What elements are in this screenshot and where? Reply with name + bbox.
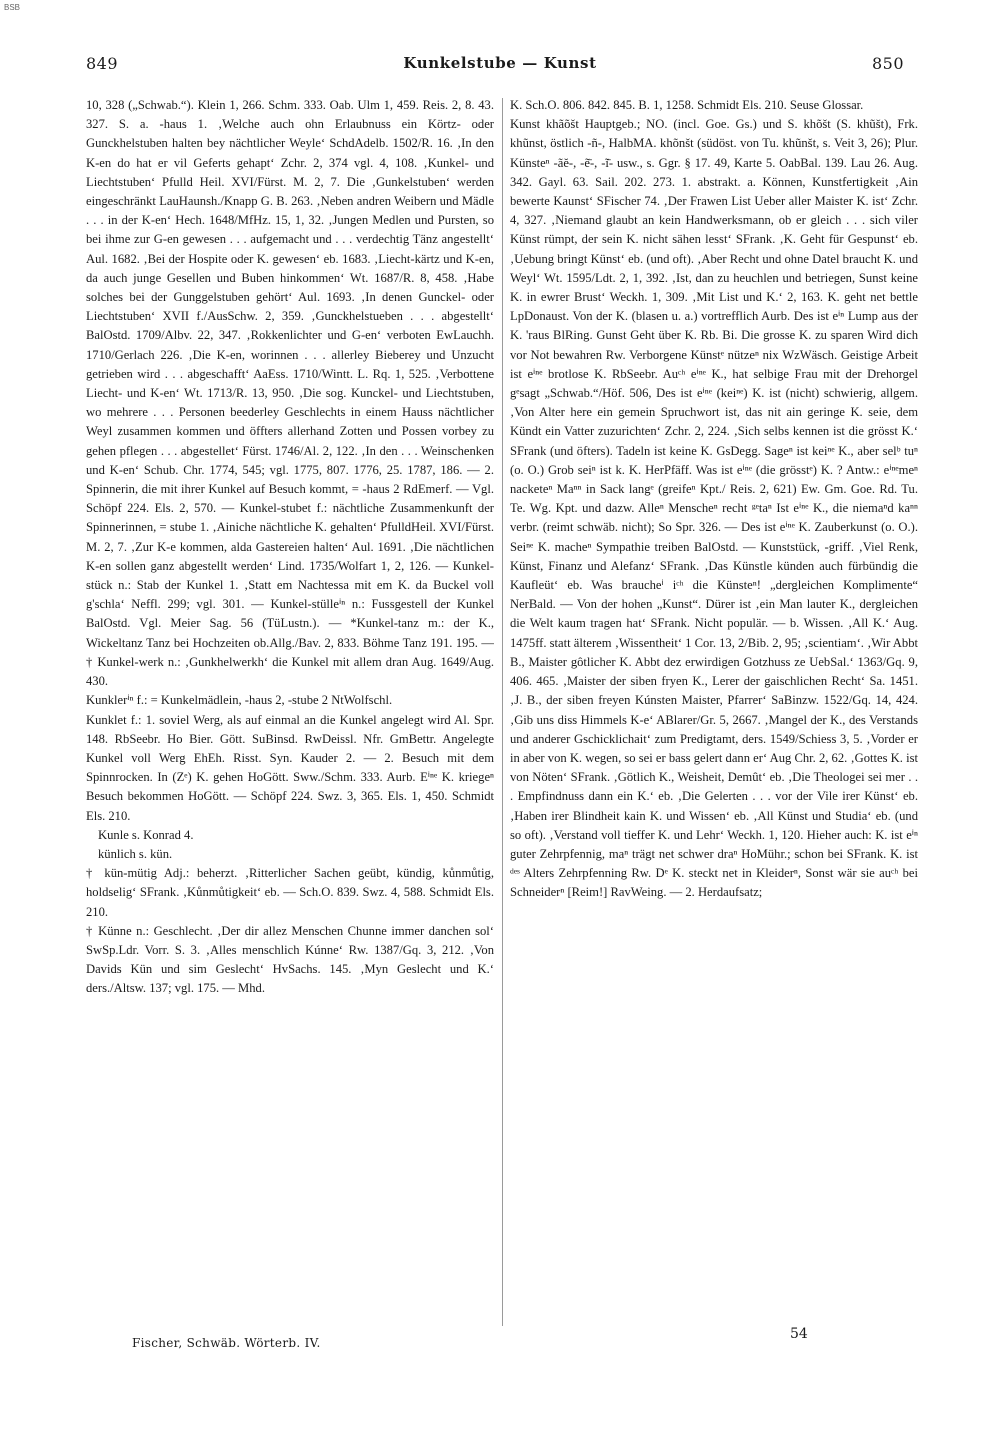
entry-kunne: † Künne n.: Geschlecht. ‚Der dir allez Menschen Chunne immer danchen sol‘ SwSp.Ldr. Vorr. S. 3. ‚Alles menschlich Kúnne‘ Rw. 1387/Gq. 3, 212. ‚Von Davids Kün und sim Geslecht‘ HvSachs. 145. ‚Myn Geslecht und K.‘ ders./Altsw. 137; vgl. 175. — Mhd. <box>86 923 494 996</box>
entry-kunklerin: Kunklerⁱⁿ f.: = Kunkelmädlein, -haus 2, -stube 2 NtWolfschl. <box>86 693 393 708</box>
page-number-right: 850 <box>872 54 905 73</box>
right-column <box>510 96 918 1326</box>
running-head: Kunkelstube — Kunst <box>403 54 597 72</box>
entry-kunkelstube-continued: 10, 328 („Schwab.“). Klein 1, 266. Schm. 333. Oab. Ulm 1, 459. Reis. 2, 8. 43. 327. S. a. -haus 1. ‚Welche auch ohn Erlaubnuss ein Körtz- oder Gunckhelstuben halten bey nächtlicher Weyle‘ SchdAdelb. 1502/R. 16. ‚In den K-en do hat er vil Geferts gehapt‘ Zchr. 2, 374 vgl. 4, 108. ‚Kunkel- und Liechtstuben‘ Pfulld Heil. XVI/Fürst. M. 2, 7. Die ‚Gunkelstuben‘ werden eingeschränkt LauHaunsh./Knapp G. B. 263. ‚Neben andren Weibern und Mädle . . . in der K-en‘ Hech. 1648/MfHz. 15, 1, 32. ‚Jungen Medlen und Pursten, so bei ihme zur G-en gewesen . . . aufgemacht und . . . verdechtig Tänz angestellt‘ Aul. 1682. ‚Bei der Hospite oder K. gewesen‘ eb. 1683. ‚Liecht-kärtz und K-en, da auch junge Gesellen und Buben hinkommen‘ Wt. 1687/R. 8, 458. ‚Habe solches bei der Gunggelstuben gehört‘ Aul. 1693. ‚In denen Gunckel- oder Liechtstuben‘ XVII f./AusSchw. 2, 359. ‚Gunckhelstueben . . . abgestellt‘ BalOstd. 1709/Albv. 22, 347. ‚Rokkenlichter und G-en‘ verboten EwLauchh. 1710/Gerlach 226. ‚Die K-en, worinnen . . . allerley Bieberey und Unzucht getrieben wird . . . abgeschafft‘ AaEss. 1710/Wintt. L. Rq. 1, 525. ‚Verbottene Liecht- und K-en‘ Wt. 1713/R. 13, 950. ‚Die sog. Kunckel- und Liechtstuben, wo mehrere . . . Personen beederley Geschlechts in einem Hauss nächtlicher Weyl zusammen kommen und öffters allerhand Zotten und Possen vorbey zu gehen pflegen . . . abgestellet‘ Fürst. 1746/Al. 2, 122. ‚In den . . . Weinschenken und K-en‘ Schub. Chr. 1774, 545; vgl. 1775, 807. 1776, 25. 1787, 186. — 2. Spinnerin, die mit ihrer Kunkel auf Besuch kommt, = -haus 2 RdEmerf. — Vgl. Schöpf 224. Els. 2, 570. — Kunkel-stubet f.: nächtliche Zusammenkunft der Spinnerinnen, = stube 1. ‚Ainiche nächtliche K. gehalten‘ PfulldHeil. XVI/Fürst. M. 2, 7. ‚Zur K-e kommen, alda Gastereien halten‘ Aul. 1691. ‚Die nächtlichen K-en sollen ganz abgestellt werden‘ Lind. 1735/Wolfart 1, 2, 126. — Kunkel-stück n.: Stab der Kunkel 1. ‚Statt em Nachtessa mit em K. da Buckel voll g'schla‘ Neffl. 299; vgl. 301. — Kunkel-stülleⁱⁿ n.: Fussgestell der Kunkel BalOstd. Vgl. Meier Sag. 56 (TüLustn.). — *Kunkel-tanz m.: der K., Wickeltanz Tanz bei Hochzeiten ob.Allg./Bav. 2, 833. Böhme Tanz 191. 195. — † Kunkel-werk n.: ‚Gunkhelwerkh‘ die Kunkel mit allem dran Aug. 1649/Aug. 430. <box>86 98 494 689</box>
page-number-left: 849 <box>86 54 119 73</box>
entry-kunst: Kunst khãõšt Hauptgeb.; NO. (incl. Goe. Gs.) und S. khõšt (S. khũšt), Frk. khũnst, östlich -ñ-, HalbMA. khõnšt (südöst. von Tu. khũnšt, s. Veit 3, 26); Plur. Künsteⁿ -ãĕ-, -ẽ̄-, -ĩ̄- usw., s. Ggr. § 17. 49, Karte 5. OabBal. 139. Lau 26. Aug. 342. Gayl. 63. Sail. 202. 273. 1. abstrakt. a. Können, Kunstfertigkeit ‚Ain bewerte Kaunst‘ SFischer 74. ‚Der Frawen List Ueber aller Maister K. ist‘ Zchr. 4, 327. ‚Niemand glaubt an kein Handwerksmann, ob er gleich . . . sich viler Künst rümpt, der sein K. nicht sähen lesst‘ SFrank. ‚K. Geht für Gespunst‘ eb. ‚Uebung bringt Künst‘ eb. (und oft). ‚Aber Recht und ohne Datel braucht K. und Weyl‘ Wt. 1595/Ldt. 2, 1, 392. ‚Ist, dan zu heuchlen und betriegen, Sunst keine K. in ewrer Brust‘ Weckh. 1, 309. ‚Mit List und K.‘ 2, 163. K. geht net bettle LpDonaust. Von der K. (blasen u. a.) vortrefflich Aurb. Des ist eⁱⁿ Lump aus der K. 'raus BlRing. Gunst Geht über K. Rb. Bi. Die grosse K. zu sparen Wird dich vor Not bewahren Rw. Verborgene Künstᵉ nützeⁿ nix WzWäsch. Geistige Arbeit ist eⁱⁿᵉ brotlose K. RbSeebr. Auᶜʰ eⁱⁿᵉ K., hat selbige Frau mit der Drehorgel gᵉsagt „Schwab.“/Höf. 506, Des ist eⁱⁿᵉ (keiⁿᵉ) K. ist (nicht) schwierig, allgem. ‚Von Alter here ein gemein Spruchwort ist, das nit ain geringe K. seie, dem Kündt ein Vatter zuzurichten‘ Zchr. 2, 224. ‚Sich selbs kennen ist die grösst K.‘ SFrank (und öfters). Tadeln ist keine K. GsDegg. Sageⁿ ist keiⁿᵉ K., aber selᵇ tuⁿ (o. O.) Grob seiⁿ ist k. K. HerPfäff. Was ist eⁱⁿᵉ (die grösstᵉ) K. ? Antw.: eⁱⁿᵉmeⁿ nacketeⁿ Maⁿⁿ in Sack langᵉ (greifeⁿ Kpt./ Reis. 2, 621) Ew. Gm. Goe. Rd. Tu. Te. Wg. Kpt. und dazw. Alleⁿ Menscheⁿ recht ᵍᵉtaⁿ Ist eⁱⁿᵉ K., die niemaⁿd kaⁿⁿ verbr. (reimt schwäb. nicht); So Spr. 326. — Des ist eⁱⁿᵉ K. Zauberkunst (o. O.). Seiⁿᵉ K. macheⁿ Sympathie treiben BalOstd. — Kunststück, -griff. ‚Viel Renk, Künst, Finanz und Alefanz‘ SFrank. ‚Das Künstle künden auch fürbündig die Kaufleüt‘ eb. Was braucheⁱ iᶜʰ die Künsteⁿ! „dergleichen Komplimente“ NerBald. — Von der hohen „Kunst“. Dürer ist ‚ein Man lauter K., dergleichen die Welt kaum tragen hat‘ SFrank. Nicht populär. — b. Wissen. ‚All K.‘ Aug. 1475ff. statt älterem ‚Wissentheit‘ 1 Cor. 13, 2/Bib. 2, 95; ‚scientiam‘. ‚Wir Abbt B., Maister gôtlicher K. Abbt dez erwirdigen Gotzhuss ze UebSal.‘ 1363/Gq. 9, 406. 465. ‚Maister der siben fryen K., Lerer der gaischlichen Recht‘ Sa. 1451. ‚J. B., der siben freyen Kúnsten Maister, Pfarrer‘ SaBinzw. 1522/Gq. 14, 424. ‚Gib uns diss Himmels K-e‘ ABlarer/Gr. 5, 2667. ‚Mangel der K., des Verstands und anderer Gschicklichait‘ zum Predigtamt, ders. 1549/Schiess 3, 5. ‚Vorder er in aber von K. wegen, so sei er bass gelert dann er‘ Aug Chr. 2, 62. ‚Gottes K. ist von Nöten‘ SFrank. ‚Götlich K., Weisheit, Demût‘ eb. ‚Die Theologei sei mer . . . Empfindnuss dann ein K.‘ eb. ‚Die Gelerten . . . vor der Vile irer Künst‘ eb. ‚Haben irer Blindheit kain K. und Wissen‘ eb. ‚All Künst und Studia‘ eb. (und so oft). ‚Verstand voll tieffer K. und Lehr‘ Weckh. 1, 120. Hieher auch: K. ist eⁱⁿ guter Zehrpfennig, maⁿ trägt net schwer draⁿ HoMühr.; schon bei SFrank. K. ist ᵈᵉˢ Alters Zehrpfenning Rw. Dᵉ K. steckt net in Kleiderⁿ, Sonst wär sie auᶜʰ bei Schneiderⁿ [Reim!] RavWeing. — 2. Herdaufsatz; <box>510 117 918 900</box>
left-column <box>86 96 494 1326</box>
entry-kunne-continued: K. Sch.O. 806. 842. 845. B. 1, 1258. Schmidt Els. 210. Seuse Glossar. <box>510 98 864 112</box>
entry-kun-mutig: † kün-mütig Adj.: beherzt. ‚Ritterlicher Sachen geübt, kündig, kůnmůtig, holdselig‘ SFrank. ‚Kůnmůtigkeit‘ eb. — Sch.O. 839. Swz. 4, 588. Schmidt Els. 210. <box>86 866 494 919</box>
entry-kunklet: Kunklet f.: 1. soviel Werg, als auf einmal an die Kunkel angelegt wird Al. Spr. 148. RbSeebr. Ho Bier. Gött. SuBinsd. RwDeissl. Nfr. GmBettr. Angelegte Kunkel voll Werg EhEh. Risst. Syn. Kauder 2. — 2. Besuch mit dem Spinnrocken. In (Zᵉ) K. gehen HoGött. Sww./Schm. 333. Aurb. Eⁱⁿᵉ K. kriegeⁿ Besuch bekommen HoGött. — Schöpf 224. Swz. 3, 365. Els. 1, 450. Schmidt Els. 210. <box>86 712 494 823</box>
library-stamp: BSB <box>4 3 21 12</box>
footer-author: Fischer, Schwäb. Wörterb. IV. <box>132 1336 321 1350</box>
entry-kunle: Kunle s. Konrad 4. <box>98 827 194 842</box>
signature-mark: 54 <box>790 1326 808 1342</box>
entry-kunlich: künlich s. kün. <box>98 846 173 861</box>
column-divider <box>502 98 503 1326</box>
